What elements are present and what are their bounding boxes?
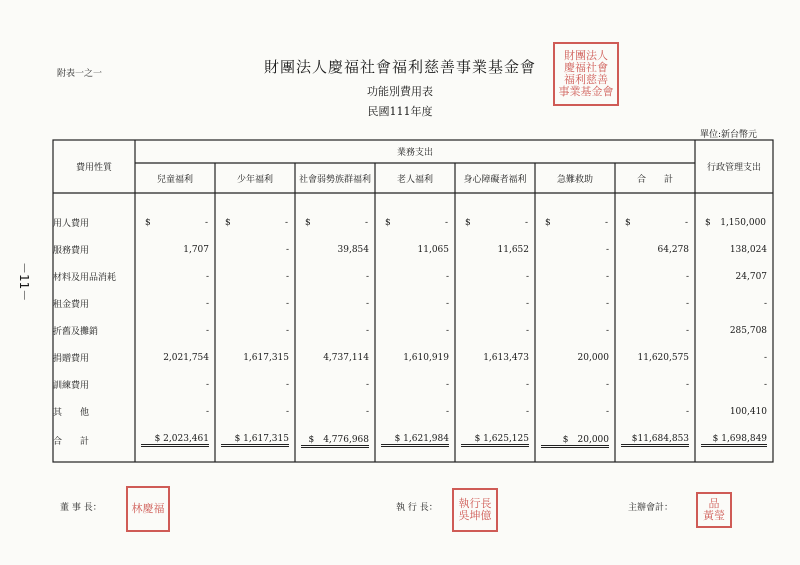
value-text: 1,617,315 bbox=[243, 352, 289, 363]
seal-text-line: 黃瑩 bbox=[703, 509, 725, 522]
dollar-sign: $ bbox=[385, 217, 391, 228]
value-text: 11,065 bbox=[417, 244, 449, 255]
value-text: - bbox=[364, 217, 368, 228]
total-value: $ 20,000 bbox=[562, 435, 609, 445]
value-text: - bbox=[763, 298, 768, 309]
value-text: 285,708 bbox=[729, 325, 768, 336]
value-text: - bbox=[685, 271, 690, 282]
total-value: $ 1,698,849 bbox=[712, 433, 768, 444]
seal-text-line: 慶福 bbox=[142, 502, 165, 515]
value-text: 138,024 bbox=[729, 244, 768, 255]
nature-header: 費用性質 bbox=[75, 163, 112, 173]
row-label: 其 他 bbox=[53, 408, 90, 418]
value-text: - bbox=[525, 406, 529, 417]
value-text: - bbox=[445, 298, 449, 309]
value-text: - bbox=[525, 271, 529, 282]
value-text: - bbox=[605, 325, 609, 336]
value-text: 2,021,754 bbox=[163, 352, 209, 363]
value-text: 24,707 bbox=[735, 271, 768, 282]
value-text: 4,737,114 bbox=[323, 352, 369, 363]
value-text: - bbox=[205, 406, 209, 417]
dollar-sign: $ bbox=[225, 217, 231, 228]
value-text: - bbox=[285, 325, 289, 336]
accountant-seal bbox=[696, 492, 732, 528]
value-text: - bbox=[205, 298, 209, 309]
total-value: $ 1,625,125 bbox=[474, 433, 529, 444]
value-text: - bbox=[605, 244, 609, 255]
value-text: - bbox=[365, 406, 369, 417]
value-text: - bbox=[205, 325, 209, 336]
value-text: - bbox=[524, 217, 528, 228]
report-year: 民國111年度 bbox=[367, 105, 433, 118]
value-text: - bbox=[284, 217, 288, 228]
accountant-label: 主辦會計： bbox=[628, 503, 674, 513]
value-text: - bbox=[605, 406, 609, 417]
value-text: 1,610,919 bbox=[403, 352, 449, 363]
dollar-sign: $ bbox=[305, 217, 311, 228]
value-text: - bbox=[763, 379, 768, 390]
row-label: 用人費用 bbox=[53, 219, 90, 229]
value-text: - bbox=[445, 406, 449, 417]
ceo-seal bbox=[452, 488, 498, 532]
value-text: - bbox=[365, 379, 369, 390]
report-title: 功能別費用表 bbox=[367, 85, 433, 98]
chairman-seal bbox=[126, 486, 170, 532]
seal-text-line: 吳坤億 bbox=[458, 509, 492, 522]
value-text: - bbox=[285, 406, 289, 417]
value-text: - bbox=[285, 298, 289, 309]
dollar-sign: $ bbox=[145, 217, 151, 228]
value-text: - bbox=[285, 271, 289, 282]
seal-text-line: 事業基金會 bbox=[558, 85, 614, 98]
value-text: - bbox=[685, 379, 690, 390]
value-text: - bbox=[365, 298, 369, 309]
column-header: 身心障礙者福利 bbox=[463, 174, 527, 185]
row-label: 服務費用 bbox=[53, 246, 90, 256]
value-text: 39,854 bbox=[337, 244, 369, 255]
value-text: 100,410 bbox=[729, 406, 768, 417]
dollar-sign: $ bbox=[465, 217, 471, 228]
value-text: - bbox=[365, 271, 369, 282]
page-number: －11－ bbox=[17, 262, 31, 302]
value-text: - bbox=[204, 217, 208, 228]
value-text: 11,652 bbox=[497, 244, 529, 255]
annex-label: 附表一之一 bbox=[57, 69, 103, 79]
seal-text-line: 執行長 bbox=[458, 497, 492, 510]
value-text: - bbox=[525, 379, 529, 390]
admin-header: 行政管理支出 bbox=[707, 163, 762, 173]
value-text: - bbox=[285, 244, 289, 255]
value-text: - bbox=[445, 325, 449, 336]
column-header: 老人福利 bbox=[396, 174, 433, 185]
ceo-label: 執 行 長： bbox=[396, 503, 438, 513]
column-header: 合 計 bbox=[637, 174, 674, 185]
seal-text-line: 慶福社會 bbox=[564, 61, 608, 74]
currency-unit: 單位:新台幣元 bbox=[700, 130, 758, 140]
total-label: 合 計 bbox=[53, 436, 90, 447]
seal-text-line: 財團法人 bbox=[564, 49, 608, 62]
column-header: 兒童福利 bbox=[156, 174, 193, 185]
chairman-label: 董 事 長： bbox=[60, 503, 102, 513]
value-text: - bbox=[445, 271, 449, 282]
value-text: - bbox=[205, 271, 209, 282]
row-label: 折舊及攤銷 bbox=[53, 327, 99, 337]
column-header: 急難救助 bbox=[556, 174, 593, 185]
total-value: $11,684,853 bbox=[631, 433, 690, 444]
org-name: 財團法人慶福社會福利慈善事業基金會 bbox=[263, 58, 536, 76]
value-text: - bbox=[445, 379, 449, 390]
total-value: $ 4,776,968 bbox=[308, 435, 369, 445]
value-text: - bbox=[285, 379, 289, 390]
value-text: - bbox=[685, 325, 690, 336]
value-text: - bbox=[604, 217, 608, 228]
seal-text-line: 福利慈善 bbox=[564, 73, 608, 86]
value-text: - bbox=[525, 325, 529, 336]
value-text: - bbox=[605, 271, 609, 282]
value-text: - bbox=[684, 217, 689, 228]
value-text: - bbox=[605, 298, 609, 309]
dollar-sign: $ bbox=[625, 217, 631, 228]
value-text: - bbox=[205, 379, 209, 390]
row-label: 捐贈費用 bbox=[53, 354, 90, 364]
total-value: $ 1,621,984 bbox=[394, 433, 449, 444]
value-text: - bbox=[605, 379, 609, 390]
value-text: - bbox=[525, 298, 529, 309]
dollar-sign: $ bbox=[545, 217, 551, 228]
value-text: 1,707 bbox=[183, 244, 209, 255]
value-text: 64,278 bbox=[657, 244, 690, 255]
value-text: 20,000 bbox=[577, 352, 609, 363]
column-header: 社會弱勢族群福利 bbox=[298, 174, 371, 185]
value-text: - bbox=[444, 217, 448, 228]
value-text: 1,613,473 bbox=[483, 352, 529, 363]
value-text: - bbox=[365, 325, 369, 336]
value-text: - bbox=[763, 352, 768, 363]
seal-text-line: 品 bbox=[708, 497, 720, 510]
column-header: 少年福利 bbox=[236, 174, 273, 185]
row-label: 訓練費用 bbox=[53, 381, 90, 391]
seal-text-line: 林 bbox=[131, 502, 143, 515]
row-label: 材料及用品消耗 bbox=[53, 273, 117, 283]
row-label: 租金費用 bbox=[53, 300, 90, 310]
total-value: $ 1,617,315 bbox=[234, 433, 289, 444]
total-value: $ 2,023,461 bbox=[154, 433, 209, 444]
value-text: - bbox=[685, 298, 690, 309]
value-text: - bbox=[685, 406, 690, 417]
value-text: 11,620,575 bbox=[637, 352, 690, 363]
dollar-sign: $ bbox=[705, 217, 711, 228]
business-header: 業務支出 bbox=[397, 148, 434, 158]
value-text: 1,150,000 bbox=[720, 217, 767, 228]
